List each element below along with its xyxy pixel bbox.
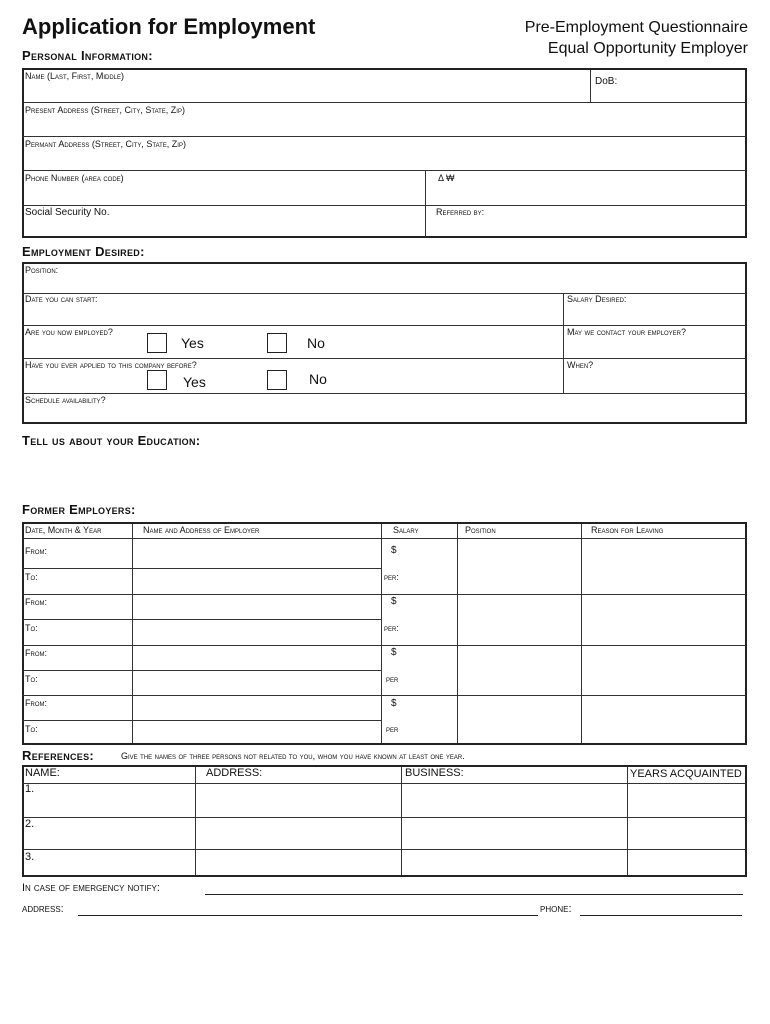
- ref-col-address: ADDRESS:: [206, 767, 263, 779]
- divider: [133, 619, 381, 620]
- now-employed-label: Are you now employed?: [25, 327, 113, 337]
- start-date-label: Date you can start:: [25, 294, 98, 304]
- employer-1-dollar: $: [391, 545, 397, 556]
- education-field[interactable]: [22, 452, 747, 497]
- applied-before-no-checkbox[interactable]: [267, 370, 287, 390]
- employer-4-from-label: From:: [25, 698, 47, 708]
- divider: [590, 70, 591, 102]
- divider: [133, 720, 381, 721]
- present-address-field[interactable]: [30, 118, 740, 134]
- now-employed-no-checkbox[interactable]: [267, 333, 287, 353]
- employer-3-from-label: From:: [25, 648, 47, 658]
- col-position-header: Position: [465, 525, 496, 535]
- phone-number-label: Phone Number (area code): [25, 173, 124, 183]
- divider: [23, 393, 746, 394]
- divider: [23, 170, 746, 171]
- applied-before-no-label: No: [309, 371, 327, 387]
- col-date-header: Date, Month & Year: [25, 525, 102, 535]
- divider: [23, 293, 746, 294]
- divider: [581, 524, 582, 743]
- present-address-label: Present Address (Street, City, State, Zip): [25, 105, 185, 115]
- contact-employer-field[interactable]: [570, 340, 740, 355]
- employment-desired-heading: Employment Desired:: [22, 244, 145, 259]
- divider: [23, 102, 746, 103]
- emergency-phone-field[interactable]: [580, 915, 742, 916]
- permanent-address-label: Permant Address (Street, City, State, Zip): [25, 139, 186, 149]
- col-salary-header: Salary: [393, 525, 419, 535]
- schedule-label: Schedule availability?: [25, 395, 106, 405]
- employer-3-per-label: per: [386, 674, 399, 684]
- now-employed-yes-label: Yes: [181, 335, 204, 351]
- ref-col-years: YEARS ACQUAINTED: [630, 768, 742, 780]
- permanent-address-field[interactable]: [30, 152, 740, 168]
- ref-col-name: NAME:: [25, 767, 60, 779]
- divider: [23, 325, 746, 326]
- ref-col-business: BUSINESS:: [405, 767, 464, 779]
- position-label: Position:: [25, 265, 59, 275]
- form-subtitle-questionnaire: Pre-Employment Questionnaire: [524, 19, 748, 36]
- divider: [23, 670, 132, 671]
- employer-3-to-label: To:: [25, 674, 38, 684]
- salary-desired-label: Salary Desired:: [567, 294, 627, 304]
- employer-3-dollar: $: [391, 647, 397, 658]
- divider: [23, 136, 746, 137]
- col-employer-header: Name and Address of Employer: [143, 525, 260, 535]
- divider: [23, 849, 746, 850]
- when-field[interactable]: [605, 361, 740, 389]
- employer-4-to-label: To:: [25, 724, 38, 734]
- references-heading: References:: [22, 748, 95, 763]
- applied-before-label: Have you ever applied to this company before?: [25, 360, 197, 370]
- divider: [23, 568, 132, 569]
- form-title: Application for Employment: [22, 14, 316, 39]
- references-table: [22, 765, 747, 877]
- emergency-phone-label: phone:: [540, 903, 572, 915]
- divider: [425, 171, 426, 237]
- start-date-field[interactable]: [130, 296, 555, 322]
- ref-row-3-number: 3.: [25, 851, 35, 863]
- form-subtitle-eoe: Equal Opportunity Employer: [547, 40, 748, 57]
- employer-1-per-label: per:: [384, 572, 399, 582]
- ssn-field[interactable]: [30, 220, 420, 235]
- employer-4-per-label: per: [386, 724, 399, 734]
- contact-employer-label: May we contact your employer?: [567, 327, 686, 337]
- divider: [23, 695, 746, 696]
- salary-desired-field[interactable]: [650, 296, 740, 322]
- ref-row-2-number: 2.: [25, 818, 35, 830]
- now-employed-yes-checkbox[interactable]: [147, 333, 167, 353]
- dob-field[interactable]: [625, 74, 740, 98]
- employer-2-from-label: From:: [25, 597, 47, 607]
- phone-alt-label: Δ ₩: [438, 173, 455, 183]
- former-employers-heading: Former Employers:: [22, 502, 136, 517]
- position-field[interactable]: [80, 266, 740, 290]
- former-employers-table: [22, 522, 747, 745]
- col-reason-header: Reason for Leaving: [591, 525, 664, 535]
- divider: [381, 524, 382, 743]
- references-instruction: Give the names of three persons not related to you, whom you have known at least one year.: [121, 751, 465, 761]
- divider: [23, 817, 746, 818]
- referred-by-field[interactable]: [500, 209, 740, 234]
- education-heading: Tell us about your Education:: [22, 433, 201, 448]
- when-label: When?: [567, 360, 594, 370]
- employer-2-per-label: per:: [384, 623, 399, 633]
- ref-row-1-number: 1.: [25, 783, 35, 795]
- employer-1-to-label: To:: [25, 572, 38, 582]
- now-employed-no-label: No: [307, 335, 325, 351]
- emergency-address-field[interactable]: [78, 915, 538, 916]
- employer-4-dollar: $: [391, 698, 397, 709]
- divider: [23, 594, 746, 595]
- name-field-label: Name (Last, First, Middle): [25, 71, 125, 81]
- emergency-address-label: address:: [22, 903, 64, 915]
- applied-before-yes-label: Yes: [183, 374, 206, 390]
- divider: [23, 720, 132, 721]
- emergency-notify-field[interactable]: [205, 894, 743, 895]
- divider: [563, 294, 564, 393]
- divider: [23, 358, 746, 359]
- personal-info-heading: Personal Information:: [22, 48, 153, 63]
- employer-1-from-label: From:: [25, 546, 47, 556]
- schedule-field[interactable]: [135, 396, 740, 420]
- ssn-label: Social Security No.: [25, 207, 110, 218]
- divider: [23, 783, 746, 784]
- referred-by-label: Referred by:: [436, 207, 485, 217]
- divider: [457, 524, 458, 743]
- divider: [132, 524, 133, 743]
- divider: [23, 205, 746, 206]
- divider: [23, 619, 132, 620]
- name-field[interactable]: [30, 84, 585, 100]
- divider: [133, 670, 381, 671]
- employer-2-dollar: $: [391, 596, 397, 607]
- dob-field-label: DoB:: [595, 76, 618, 87]
- applied-before-yes-checkbox[interactable]: [147, 370, 167, 390]
- phone-number-field[interactable]: [30, 186, 420, 202]
- employer-2-to-label: To:: [25, 623, 38, 633]
- phone-alt-field[interactable]: [430, 186, 740, 202]
- divider: [133, 568, 381, 569]
- emergency-notify-label: In case of emergency notify:: [22, 882, 160, 894]
- divider: [23, 645, 746, 646]
